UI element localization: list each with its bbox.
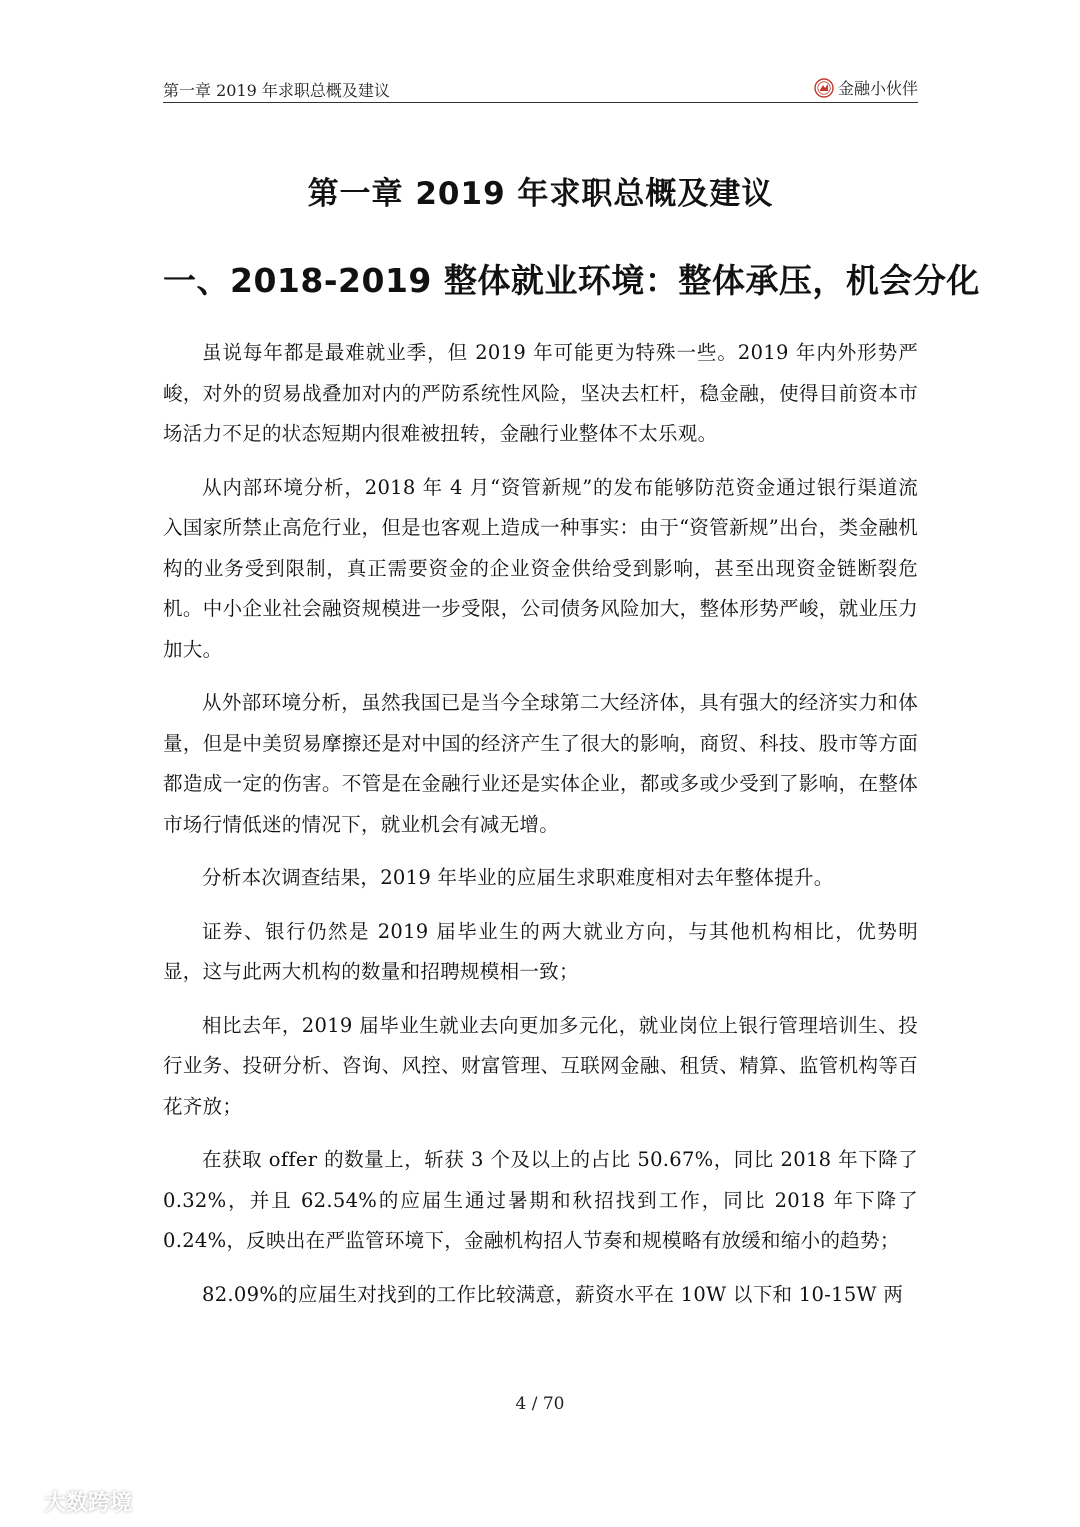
paragraph: 分析本次调查结果，2019 年毕业的应届生求职难度相对去年整体提升。 [202, 866, 834, 889]
weibo-icon [6, 1489, 40, 1515]
paragraph: 虽说每年都是最难就业季，但 2019 年可能更为特殊一些。2019 年内外形势严峻，对外的贸易战叠加对内的严防系统性风险，坚决去杠杆，稳金融，使得目前资本市场活力不足的状态短期内很难被扭转，金融行业整体不太乐观。 [163, 341, 918, 445]
header-brand-name: 金融小伙伴 [837, 79, 918, 98]
header-brand [814, 76, 918, 99]
paragraph: 从内部环境分析，2018 年 4 月“资管新规”的发布能够防范资金通过银行渠道流入国家所禁止高危行业，但是也客观上造成一种事实：由于“资管新规”出台，类金融机构的业务受到限制，真正需要资金的企业资金供给受到影响，甚至出现资金链断裂危机。中小企业社会融资规模进一步受限，公司债务风险加大，整体形势严峻，就业压力加大。 [163, 475, 918, 661]
paragraph: 82.09%的应届生对找到的工作比较满意，薪资水平在 10W 以下和 10-15W 两 [202, 1282, 904, 1306]
paragraph: 相比去年，2019 届毕业生就业去向更加多元化，就业岗位上银行管理培训生、投行业务、投研分析、咨询、风控、财富管理、互联网金融、租赁、精算、监管机构等百花齐放； [163, 1013, 918, 1118]
page-number: 4 / 70 [515, 1394, 565, 1414]
watermark-text: 大数跨境 [44, 1491, 133, 1516]
paragraph: 在获取 offer 的数量上，斩获 3 个及以上的占比 50.67%，同比 2018 年下降了 0.32%，并且 62.54%的应届生通过暑期和秋招找到工作，同比 2018 年下降了 0.24%，反映出在严监管环境下，金融机构招人节奏和规模略有放缓和缩小的趋势； [163, 1148, 918, 1252]
seal-logo-icon [814, 78, 834, 98]
watermark [6, 1486, 132, 1517]
page-header [163, 76, 918, 103]
body-text [163, 333, 918, 1328]
paragraph: 证券、银行仍然是 2019 届毕业生的两大就业方向，与其他机构相比，优势明显，这与此两大机构的数量和招聘规模相一致； [163, 919, 918, 983]
chapter-title: 第一章 2019 年求职总概及建议 [307, 176, 774, 212]
section-title: 一、2018-2019 整体就业环境：整体承压，机会分化 [163, 261, 980, 300]
paragraph: 从外部环境分析，虽然我国已是当今全球第二大经济体，具有强大的经济实力和体量，但是中美贸易摩擦还是对中国的经济产生了很大的影响，商贸、科技、股市等方面都造成一定的伤害。不管是在金融行业还是实体企业，都或多或少受到了影响，在整体市场行情低迷的情况下，就业机会有减无增。 [163, 691, 918, 836]
header-chapter-label: 第一章 2019 年求职总概及建议 [163, 81, 390, 100]
